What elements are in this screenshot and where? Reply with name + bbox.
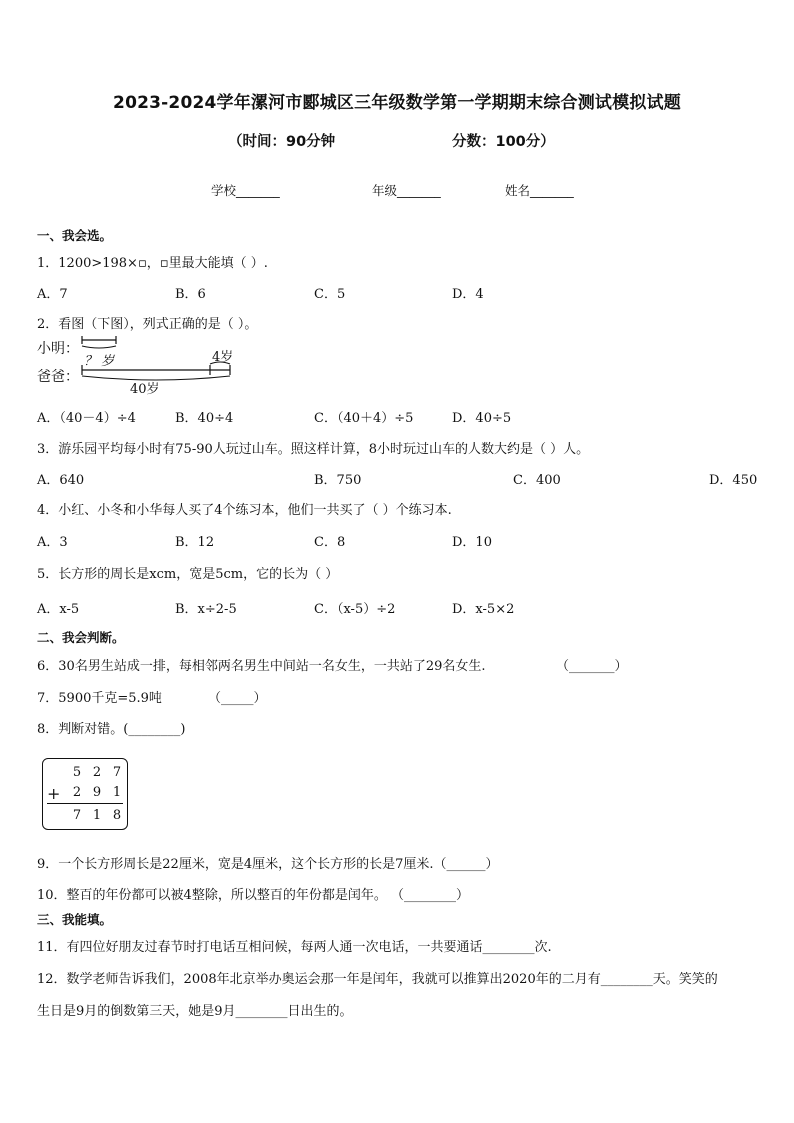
q2-option-a: A．（40－4）÷4 bbox=[37, 411, 136, 426]
question-10: 10．整百的年份都可以被4整除，所以整百的年份都是闰年。 （________） bbox=[37, 888, 469, 903]
q4-option-a: A．3 bbox=[37, 535, 68, 550]
q2-option-c: C．（40＋4）÷5 bbox=[314, 411, 414, 426]
question-1: 1．1200>198×▫，▫里最大能填（ ）. bbox=[37, 256, 268, 271]
grade-field: 年级_______ bbox=[372, 183, 441, 198]
question-11: 11．有四位好朋友过春节时打电话互相问候，每两人通一次电话，一共要通话________次. bbox=[37, 940, 552, 955]
sum-hundreds: 7 bbox=[72, 808, 82, 823]
question-3: 3．游乐园平均每小时有75-90人玩过山车。照这样计算，8小时玩过山车的人数大约是（ ）人。 bbox=[37, 442, 590, 457]
q5-option-d: D．x-5×2 bbox=[452, 602, 515, 617]
addend2-hundreds: 2 bbox=[72, 785, 82, 800]
question-2: 2．看图（下图），列式正确的是（ ）。 bbox=[37, 317, 258, 332]
question-5: 5．长方形的周长是xcm，宽是5cm，它的长为（ ） bbox=[37, 567, 339, 582]
q2-option-d: D．40÷5 bbox=[452, 411, 512, 426]
sum-ones: 8 bbox=[112, 808, 122, 823]
q3-option-d: D．450 bbox=[709, 473, 758, 488]
exam-title: 2023-2024学年漯河市郾城区三年级数学第一学期期末综合测试模拟试题 bbox=[113, 93, 681, 113]
sum-tens: 1 bbox=[92, 808, 102, 823]
figure-four-years: 4岁 bbox=[212, 350, 234, 365]
q3-option-c: C．400 bbox=[513, 473, 561, 488]
q1-option-a: A．7 bbox=[37, 287, 68, 302]
section-heading-judge: 二、我会判断。 bbox=[37, 630, 125, 645]
figure-forty-years: 40岁 bbox=[130, 382, 160, 397]
question-9: 9．一个长方形周长是22厘米，宽是4厘米，这个长方形的长是7厘米.（______） bbox=[37, 857, 499, 872]
figure-label-baba: 爸爸： bbox=[37, 369, 79, 385]
q4-option-b: B．12 bbox=[175, 535, 215, 550]
q4-option-d: D．10 bbox=[452, 535, 492, 550]
exam-score: 分数：100分） bbox=[452, 134, 555, 150]
section-heading-fill: 三、我能填。 bbox=[37, 912, 113, 927]
question-4: 4．小红、小冬和小华每人买了4个练习本，他们一共买了（ ）个练习本. bbox=[37, 503, 452, 518]
q5-option-a: A．x-5 bbox=[37, 602, 80, 617]
addend2-tens: 9 bbox=[92, 785, 102, 800]
exam-time: （时间：90分钟 bbox=[228, 134, 336, 150]
school-field: 学校_______ bbox=[211, 183, 280, 198]
figure-unknown-age: ？ 岁 bbox=[84, 354, 115, 369]
q6-answer-blank[interactable]: （_______） bbox=[556, 659, 628, 674]
q5-option-c: C．（x-5）÷2 bbox=[314, 602, 396, 617]
name-field: 姓名_______ bbox=[505, 183, 574, 198]
figure-label-xiaoming: 小明： bbox=[37, 341, 79, 357]
q2-option-b: B．40÷4 bbox=[175, 411, 234, 426]
addend1-ones: 7 bbox=[112, 765, 122, 780]
plus-sign: + bbox=[47, 784, 61, 803]
addend2-ones: 1 bbox=[112, 785, 122, 800]
question-12-line-1: 12．数学老师告诉我们，2008年北京举办奥运会那一年是闰年，我就可以推算出2020年的二月有________天。笑笑的 bbox=[37, 972, 718, 987]
q1-option-d: D．4 bbox=[452, 287, 484, 302]
addition-vertical-box bbox=[42, 758, 128, 830]
q3-option-b: B．750 bbox=[314, 473, 362, 488]
q3-option-a: A．640 bbox=[37, 473, 85, 488]
q1-option-c: C．5 bbox=[314, 287, 346, 302]
question-7: 7．5900千克=5.9吨 bbox=[37, 691, 162, 706]
q4-option-c: C．8 bbox=[314, 535, 346, 550]
q5-option-b: B．x÷2-5 bbox=[175, 602, 237, 617]
addend1-hundreds: 5 bbox=[72, 765, 82, 780]
question-6: 6．30名男生站成一排，每相邻两名男生中间站一名女生，一共站了29名女生. bbox=[37, 659, 486, 674]
q7-answer-blank[interactable]: （_____） bbox=[208, 691, 267, 706]
question-8: 8．判断对错。(________) bbox=[37, 722, 186, 737]
question-12-line-2: 生日是9月的倒数第三天，她是9月________日出生的。 bbox=[37, 1004, 353, 1019]
q1-option-b: B．6 bbox=[175, 287, 206, 302]
addend1-tens: 2 bbox=[92, 765, 102, 780]
section-heading-choice: 一、我会选。 bbox=[37, 228, 113, 243]
sum-line bbox=[47, 803, 123, 804]
